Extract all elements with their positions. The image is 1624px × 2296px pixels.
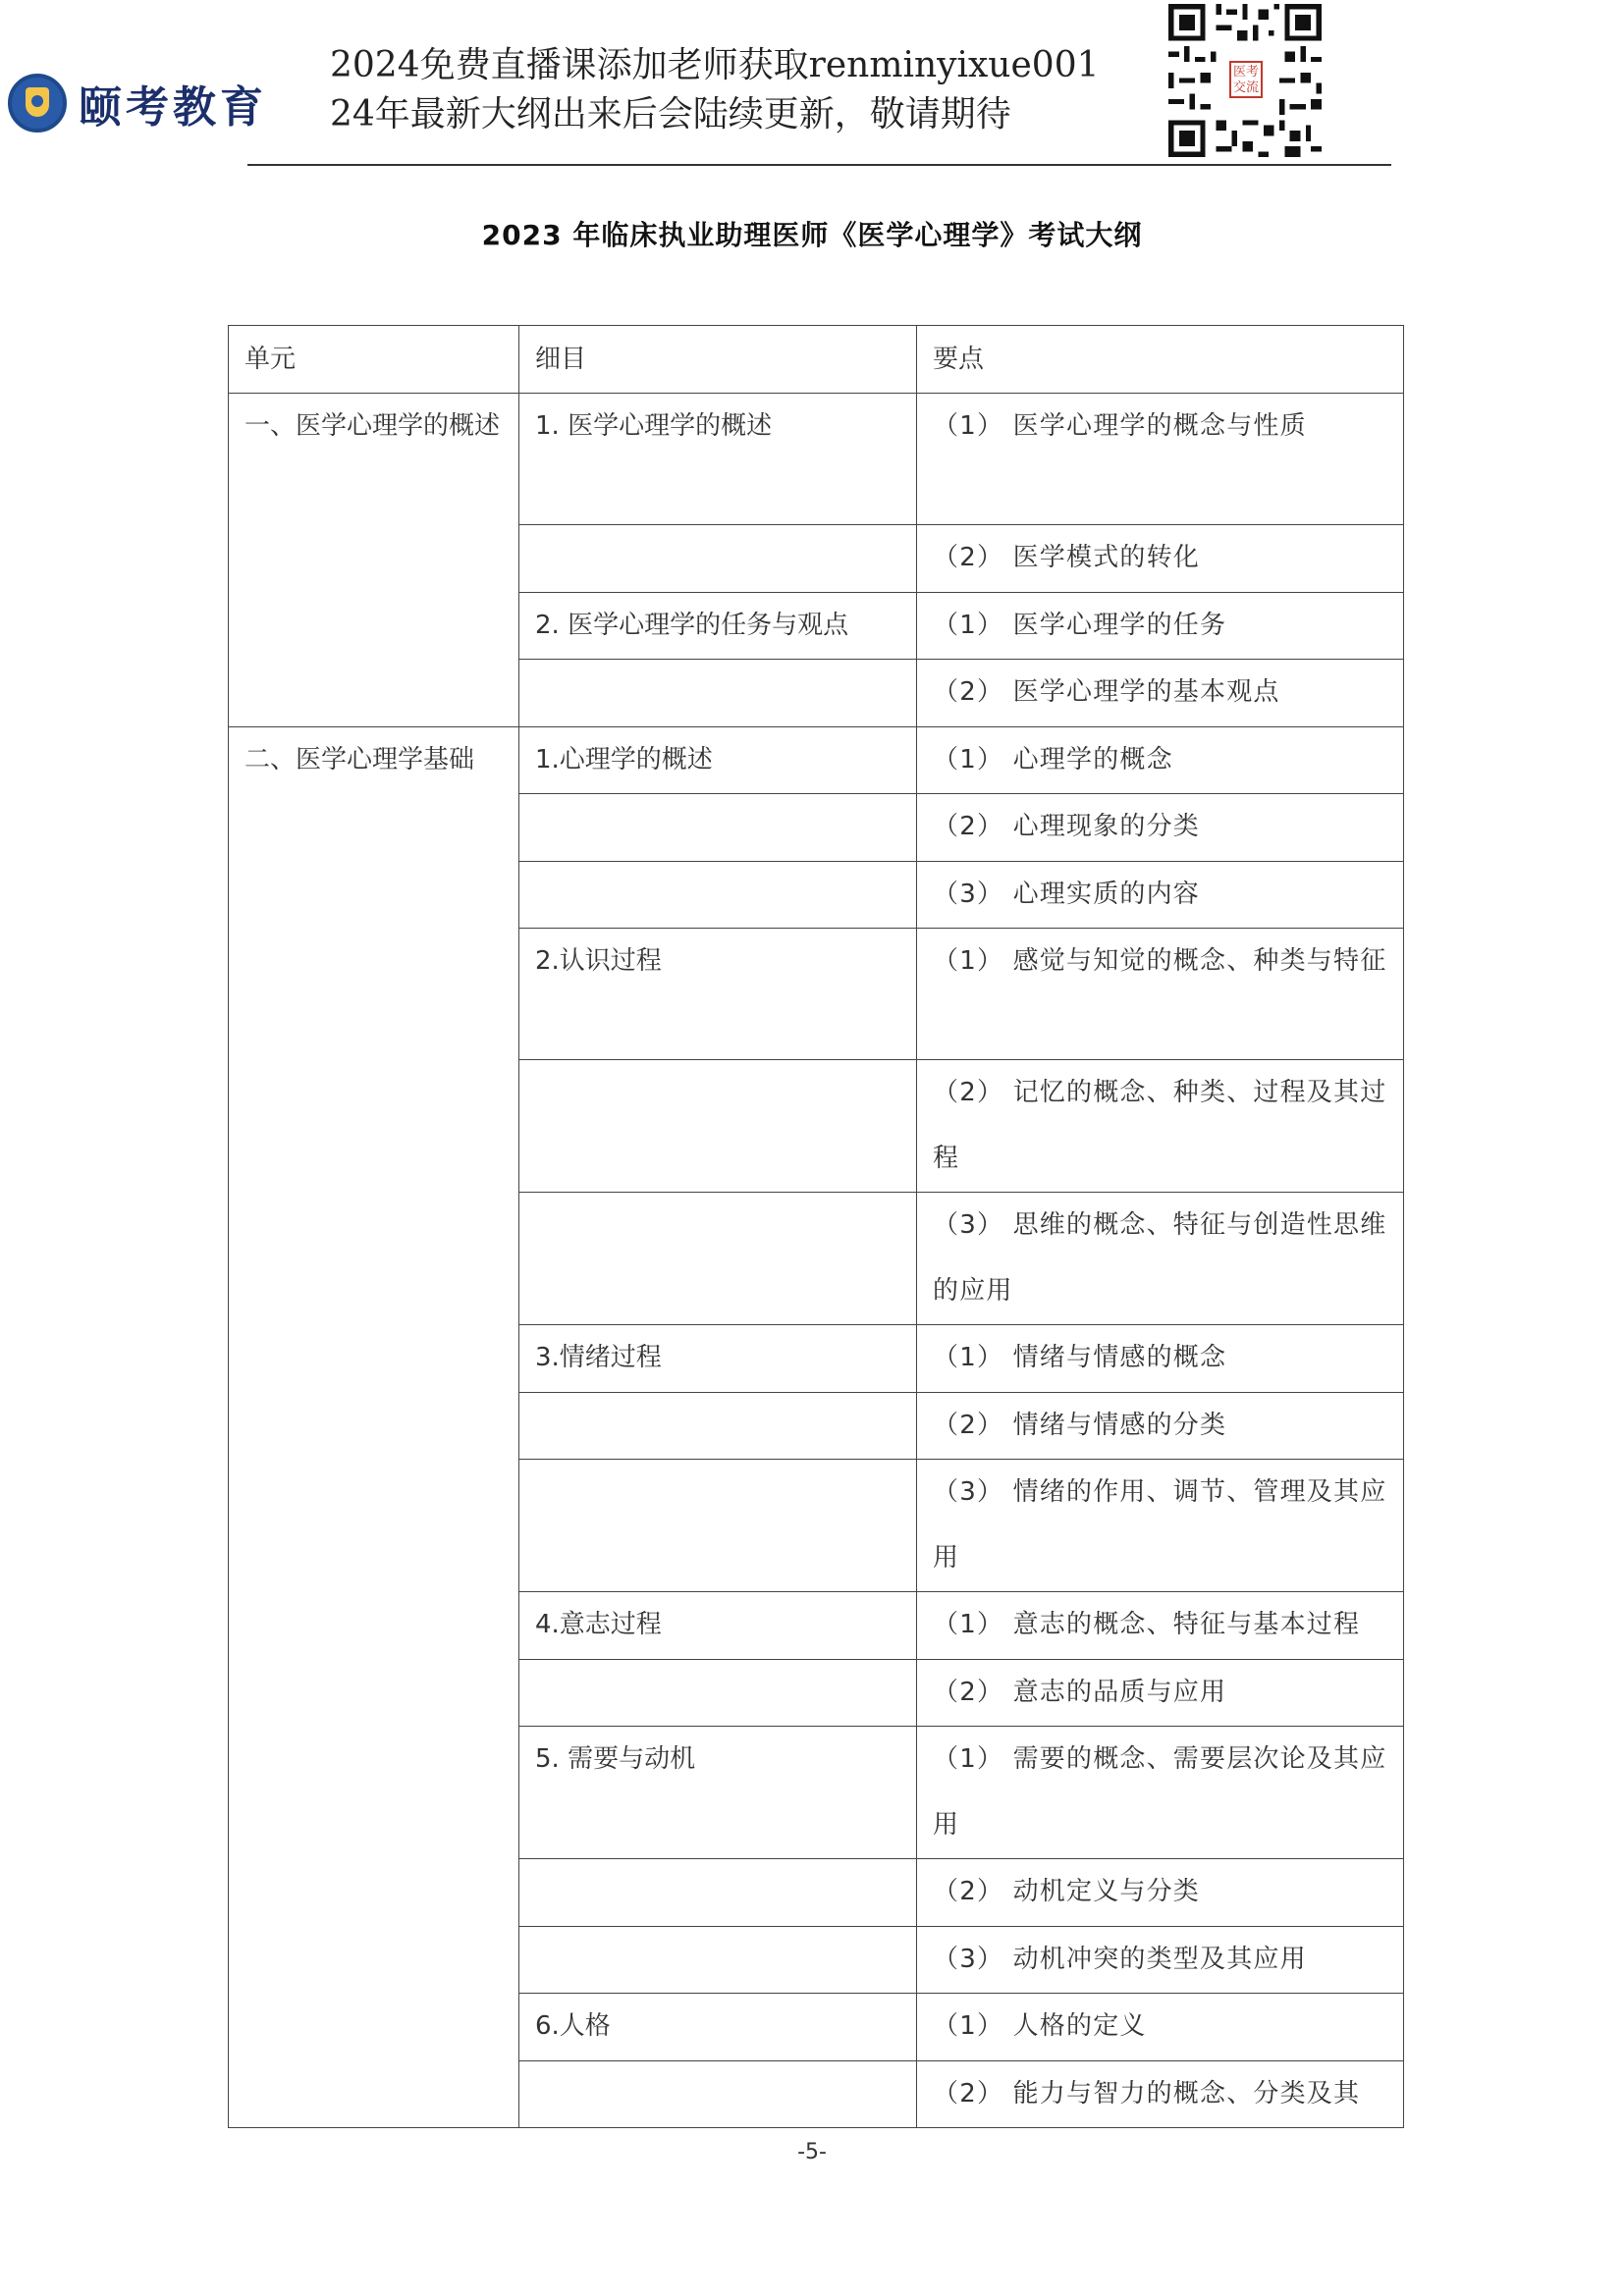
point-cell: （2） 能力与智力的概念、分类及其 bbox=[917, 2060, 1404, 2128]
page-title: 2023 年临床执业助理医师《医学心理学》考试大纲 bbox=[481, 219, 1143, 251]
item-cell-empty bbox=[519, 660, 917, 727]
unit-cell: 二、医学心理学基础 bbox=[229, 726, 519, 2128]
item-cell-empty bbox=[519, 861, 917, 929]
item-cell: 4.意志过程 bbox=[519, 1592, 917, 1660]
item-cell: 2.认识过程 bbox=[519, 929, 917, 1060]
point-cell: （1） 情绪与情感的概念 bbox=[917, 1325, 1404, 1393]
point-cell: （1） 意志的概念、特征与基本过程 bbox=[917, 1592, 1404, 1660]
item-cell: 3.情绪过程 bbox=[519, 1325, 917, 1393]
point-cell: （2） 心理现象的分类 bbox=[917, 794, 1404, 862]
item-cell: 6.人格 bbox=[519, 1994, 917, 2061]
table-header-row bbox=[229, 326, 1404, 394]
header-line-2: 24年最新大纲出来后会陆续更新，敬请期待 bbox=[330, 94, 1011, 134]
logo-text: 颐考教育 bbox=[79, 82, 267, 133]
point-cell: （3） 心理实质的内容 bbox=[917, 861, 1404, 929]
item-cell: 2. 医学心理学的任务与观点 bbox=[519, 592, 917, 660]
header-unit: 单元 bbox=[229, 326, 519, 394]
item-cell-empty bbox=[519, 1060, 917, 1193]
item-cell: 1.心理学的概述 bbox=[519, 726, 917, 794]
point-cell: （1） 人格的定义 bbox=[917, 1994, 1404, 2061]
item-cell-empty bbox=[519, 1859, 917, 1927]
point-cell: （2） 医学模式的转化 bbox=[917, 525, 1404, 593]
brand-logo bbox=[8, 69, 293, 137]
header-item: 细目 bbox=[519, 326, 917, 394]
item-cell-empty bbox=[519, 1460, 917, 1592]
point-cell: （3） 情绪的作用、调节、管理及其应用 bbox=[917, 1460, 1404, 1592]
unit-cell: 一、医学心理学的概述 bbox=[229, 394, 519, 727]
point-cell: （2） 动机定义与分类 bbox=[917, 1859, 1404, 1927]
item-cell: 1. 医学心理学的概述 bbox=[519, 394, 917, 525]
point-cell: （2） 意志的品质与应用 bbox=[917, 1659, 1404, 1727]
item-cell-empty bbox=[519, 1659, 917, 1727]
item-cell-empty bbox=[519, 794, 917, 862]
qr-code-icon bbox=[1168, 4, 1322, 157]
point-cell: （1） 需要的概念、需要层次论及其应用 bbox=[917, 1727, 1404, 1859]
header-line-1: 2024免费直播课添加老师获取renminyixue001 bbox=[330, 45, 1100, 85]
point-cell: （2） 记忆的概念、种类、过程及其过程 bbox=[917, 1060, 1404, 1193]
point-cell: （3） 思维的概念、特征与创造性思维的应用 bbox=[917, 1193, 1404, 1325]
point-cell: （2） 情绪与情感的分类 bbox=[917, 1392, 1404, 1460]
page-number: -5- bbox=[797, 2140, 827, 2164]
item-cell-empty bbox=[519, 1392, 917, 1460]
item-cell-empty bbox=[519, 2060, 917, 2128]
point-cell: （1） 医学心理学的任务 bbox=[917, 592, 1404, 660]
point-cell: （3） 动机冲突的类型及其应用 bbox=[917, 1926, 1404, 1994]
point-cell: （1） 感觉与知觉的概念、种类与特征 bbox=[917, 929, 1404, 1060]
header-point: 要点 bbox=[917, 326, 1404, 394]
table-row bbox=[229, 726, 1404, 794]
qr-center-label: 医考 交流 bbox=[1229, 61, 1263, 98]
syllabus-table bbox=[228, 325, 1404, 2128]
logo-emblem-icon bbox=[8, 74, 67, 133]
point-cell: （1） 心理学的概念 bbox=[917, 726, 1404, 794]
table-row bbox=[229, 394, 1404, 525]
header-notice bbox=[330, 41, 1155, 139]
item-cell-empty bbox=[519, 1926, 917, 1994]
item-cell: 5. 需要与动机 bbox=[519, 1727, 917, 1859]
header-divider bbox=[247, 164, 1391, 166]
point-cell: （1） 医学心理学的概念与性质 bbox=[917, 394, 1404, 525]
point-cell: （2） 医学心理学的基本观点 bbox=[917, 660, 1404, 727]
item-cell-empty bbox=[519, 1193, 917, 1325]
item-cell-empty bbox=[519, 525, 917, 593]
